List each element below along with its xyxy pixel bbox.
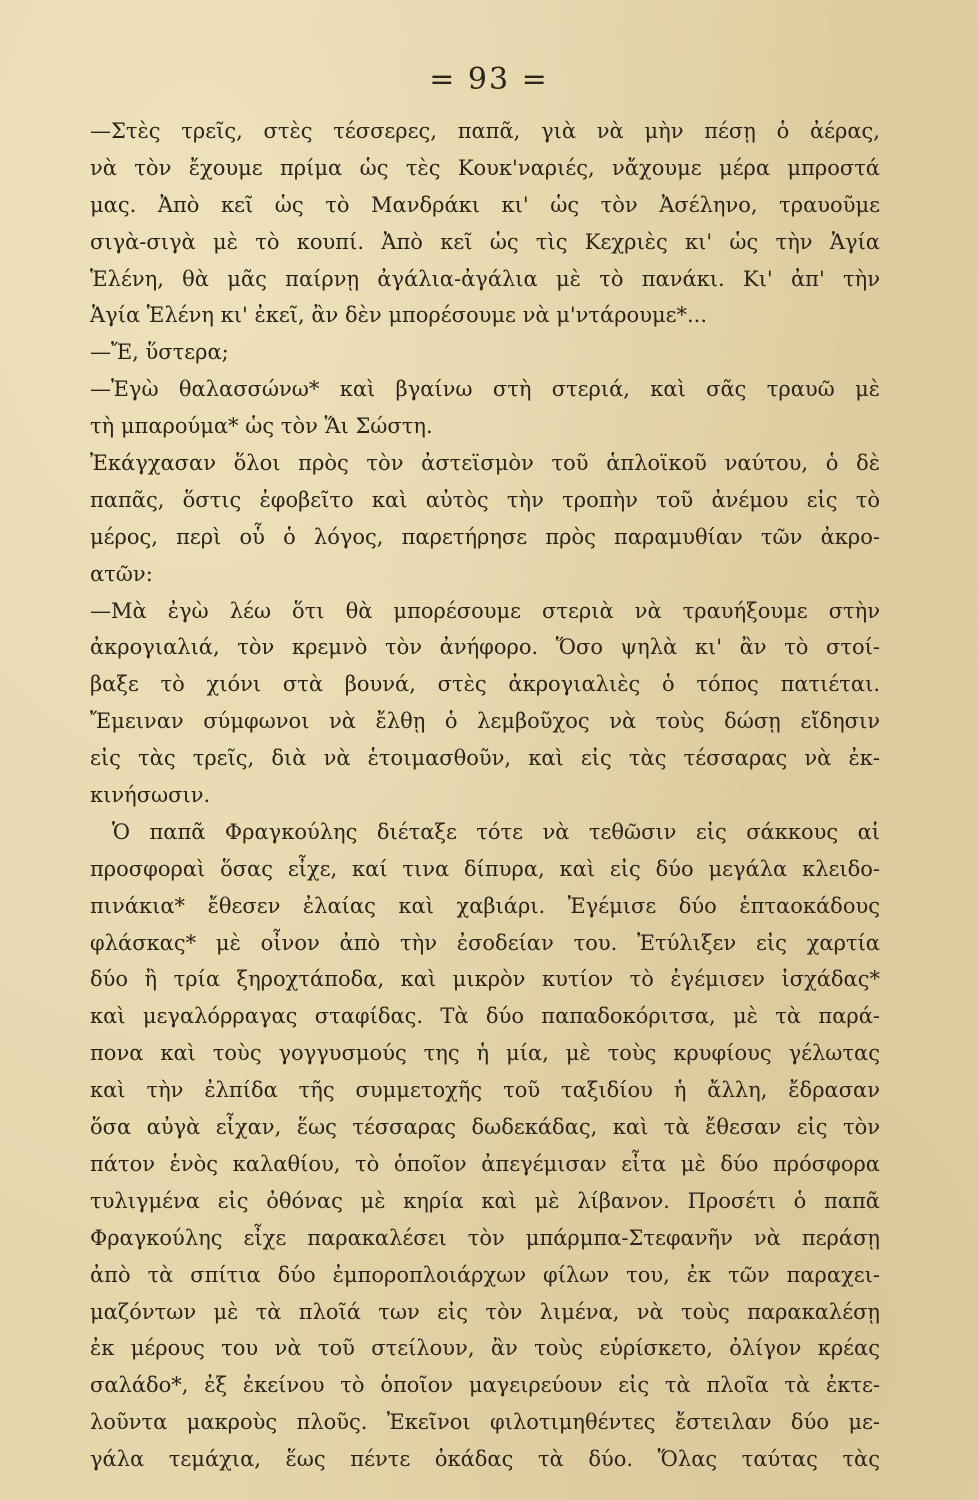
text-line: πονα καὶ τοὺς γογγυσμούς της ἡ μία, μὲ τοὺς κρυφίους γέλωτας — [90, 1041, 880, 1066]
text-line: —Στὲς τρεῖς, στὲς τέσσερες, παπᾶ, γιὰ νὰ μὴν πέσῃ ὁ ἀέρας, — [90, 119, 880, 143]
text-line: Φραγκούλης εἶχε παρακαλέσει τὸν μπάρμπα-Στεφανῆν νὰ περάσῃ — [90, 1225, 880, 1250]
text-line: τὴ μπαρούμα* ὡς τὸν Ἅι Σώστη. — [90, 414, 433, 439]
text-line: ἐκ μέρους του νὰ τοῦ στείλουν, ἂν τοὺς εὑρίσκετο, ὀλίγον κρέας — [90, 1336, 880, 1361]
text-line: —Μὰ ἐγὼ λέω ὅτι θὰ μπορέσουμε στεριὰ νὰ τραυήξουμε στὴν — [90, 598, 880, 623]
text-line: γάλα τεμάχια, ἕως πέντε ὀκάδας τὰ δύο. Ὅλας ταύτας τὰς — [90, 1447, 880, 1472]
text-line: καὶ μεγαλόρραγας σταφίδας. Τὰ δύο παπαδοκόριτσα, μὲ τὰ παρά- — [90, 1004, 880, 1029]
text-line: Ἁγία Ἑλένη κι' ἐκεῖ, ἂν δὲν μπορέσουμε νὰ μ'ντάρουμε*... — [90, 303, 708, 328]
text-line: κινήσωσιν. — [90, 783, 211, 808]
text-line: ατῶν: — [90, 561, 153, 586]
text-line: δύο ἢ τρία ξηροχτάποδα, καὶ μικρὸν κυτίον τὸ ἐγέμισεν ἰσχάδας* — [90, 967, 880, 992]
text-line: νὰ τὸν ἔχουμε πρίμα ὡς τὲς Κουκ'ναριές, νἄχουμε μέρα μπροστά — [90, 155, 880, 180]
text-line: μαζόντων μὲ τὰ πλοῖά των εἰς τὸν λιμένα, νὰ τοὺς παρακαλέσῃ — [90, 1299, 880, 1324]
text-line: πινάκια* ἔθεσεν ἐλαίας καὶ χαβιάρι. Ἐγέμισε δύο ἑπταοκάδους — [90, 893, 880, 918]
text-line: παπᾶς, ὅστις ἐφοβεῖτο καὶ αὐτὸς τὴν τροπὴν τοῦ ἀνέμου εἰς τὸ — [90, 487, 880, 512]
text-line: μας. Ἀπὸ κεῖ ὡς τὸ Μανδράκι κι' ὡς τὸν Ἀσέληνο, τραυοῦμε — [90, 192, 880, 217]
text-line: πάτον ἑνὸς καλαθίου, τὸ ὁποῖον ἀπεγέμισαν εἶτα μὲ δύο πρόσφορα — [90, 1151, 880, 1176]
text-line: Ἐκάγχασαν ὅλοι πρὸς τὸν ἀστεϊσμὸν τοῦ ἁπλοϊκοῦ ναύτου, ὁ δὲ — [90, 451, 880, 476]
text-line: Ἔμειναν σύμφωνοι νὰ ἔλθῃ ὁ λεμβοῦχος νὰ τοὺς δώσῃ εἴδησιν — [90, 709, 880, 734]
text-line: —Ἔ, ὕστερα; — [90, 340, 229, 365]
text-line: καὶ τὴν ἐλπίδα τῆς συμμετοχῆς τοῦ ταξιδίου ἡ ἄλλη, ἔδρασαν — [90, 1078, 880, 1103]
text-line: τυλιγμένα εἰς ὀθόνας μὲ κηρία καὶ μὲ λίβανον. Προσέτι ὁ παπᾶ — [90, 1188, 880, 1213]
text-line: λοῦντα μακροὺς πλοῦς. Ἐκεῖνοι φιλοτιμηθέντες ἔστειλαν δύο με- — [90, 1410, 880, 1435]
text-line: σαλάδο*, ἐξ ἐκείνου τὸ ὁποῖον μαγειρεύουν εἰς τὰ πλοῖα τὰ ἐκτε- — [90, 1373, 880, 1398]
page-number: = 93 = — [429, 62, 549, 97]
text-line: σιγὰ-σιγὰ μὲ τὸ κουπί. Ἀπὸ κεῖ ὡς τὶς Κεχριὲς κι' ὡς τὴν Ἁγία — [90, 229, 880, 254]
text-line: εἰς τὰς τρεῖς, διὰ νὰ ἑτοιμασθοῦν, καὶ εἰς τὰς τέσσαρας νὰ ἐκ- — [90, 746, 880, 771]
text-line: Ἑλένη, θὰ μᾶς παίρνῃ ἀγάλια-ἀγάλια μὲ τὸ πανάκι. Κι' ἀπ' τὴν — [90, 266, 880, 291]
text-line: βαξε τὸ χιόνι στὰ βουνά, στὲς ἀκρογιαλιὲς ὁ τόπος πατιέται. — [90, 672, 880, 697]
text-line: φλάσκας* μὲ οἶνον ἀπὸ τὴν ἐσοδείαν του. Ἐτύλιξεν εἰς χαρτία — [90, 930, 880, 955]
text-line: προσφοραὶ ὅσας εἶχε, καί τινα δίπυρα, καὶ εἰς δύο μεγάλα κλειδο- — [90, 856, 880, 881]
text-line: ὅσα αὐγὰ εἶχαν, ἕως τέσσαρας δωδεκάδας, καὶ τὰ ἔθεσαν εἰς τὸν — [90, 1115, 880, 1140]
text-line: ἀπὸ τὰ σπίτια δύο ἐμποροπλοιάρχων φίλων του, ἐκ τῶν παραχει- — [90, 1262, 880, 1287]
text-line: ἀκρογιαλιά, τὸν κρεμνὸ τὸν ἀνήφορο. Ὅσο ψηλὰ κι' ἂν τὸ στοί- — [90, 635, 880, 660]
text-line: Ὁ παπᾶ Φραγκούλης διέταξε τότε νὰ τεθῶσιν εἰς σάκκους αἱ — [112, 819, 880, 844]
text-line: μέρος, περὶ οὗ ὁ λόγος, παρετήρησε πρὸς παραμυθίαν τῶν ἀκρο- — [90, 524, 880, 549]
body-text — [90, 113, 880, 1478]
text-line: —Ἐγὼ θαλασσώνω* καὶ βγαίνω στὴ στεριά, καὶ σᾶς τραυῶ μὲ — [90, 377, 880, 402]
